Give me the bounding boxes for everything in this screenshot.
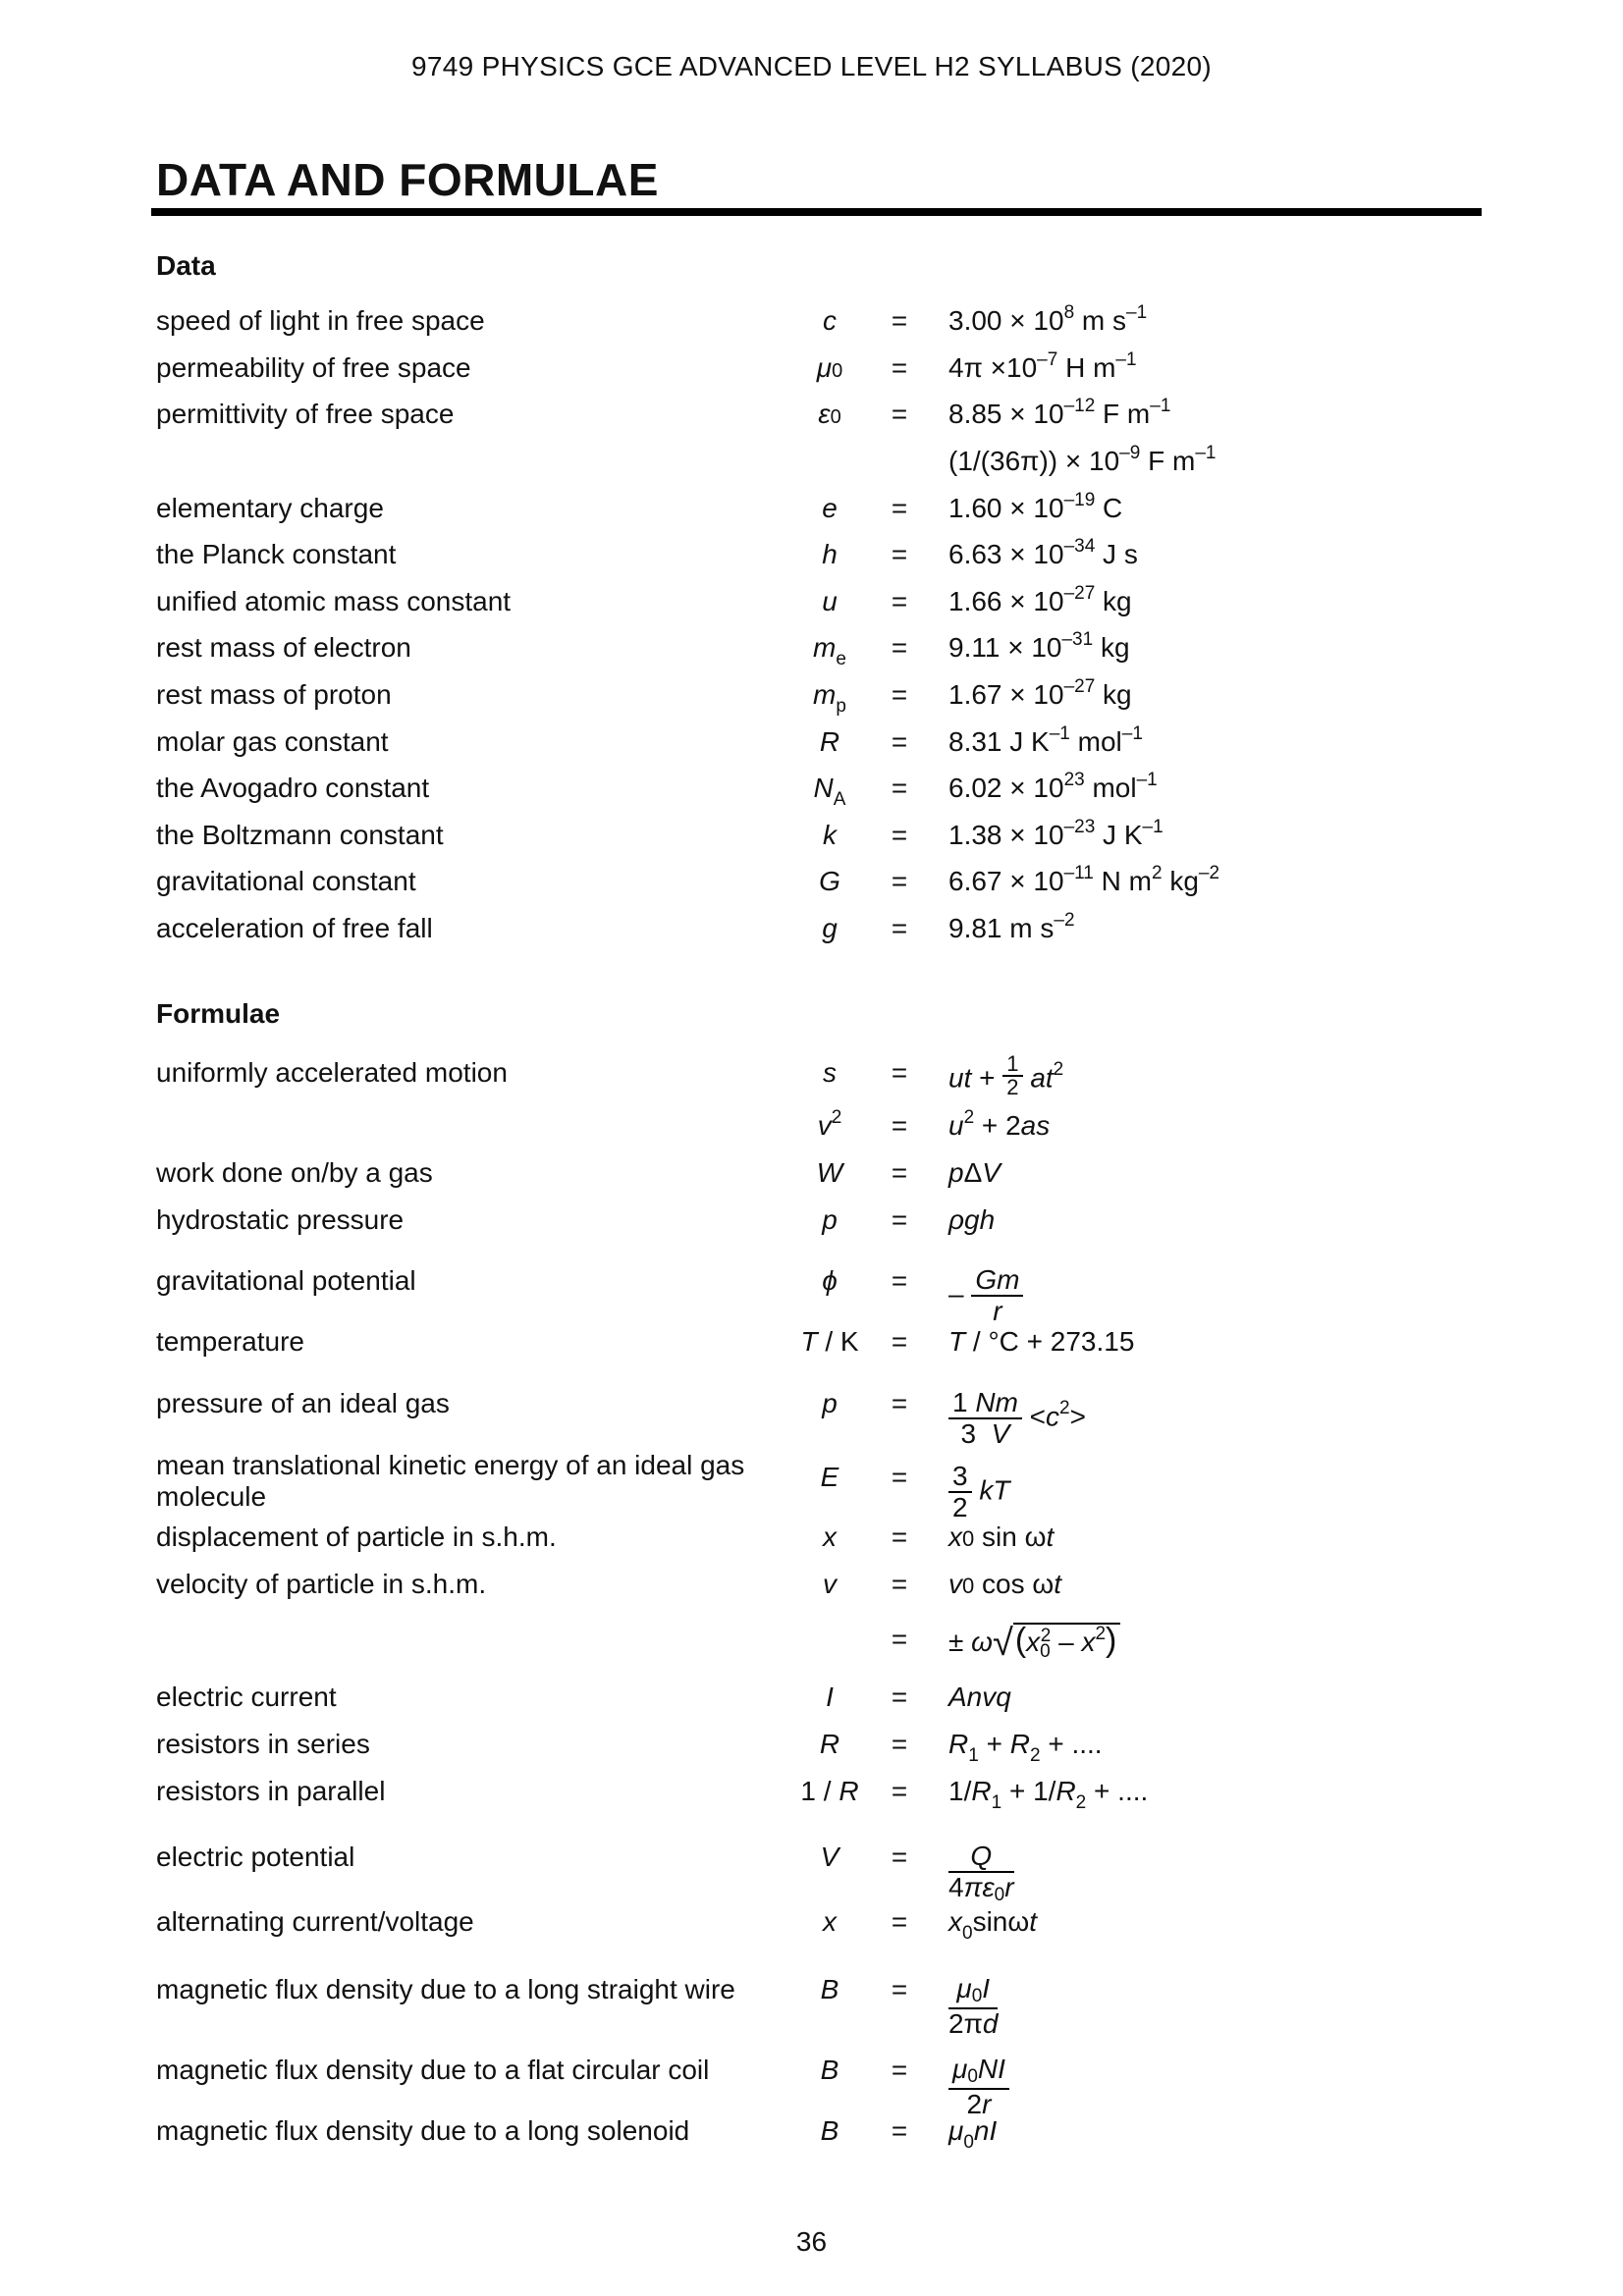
formula-expression: v0 cos ωt: [948, 1569, 1062, 1599]
formula-expression: $\frac{3}{2}$ kT: [948, 1462, 1009, 1522]
formula-symbol: x: [823, 1906, 837, 1937]
equals-sign: =: [891, 2115, 908, 2146]
data-row: [0, 676, 1623, 726]
equals-sign: =: [891, 1682, 908, 1712]
formula-label: hydrostatic pressure: [156, 1204, 405, 1235]
formula-row: [0, 2054, 1623, 2119]
data-heading: Data: [156, 250, 216, 281]
data-symbol: g: [822, 913, 838, 943]
data-row: [0, 583, 1623, 633]
formula-expression: T / °C + 273.15: [948, 1326, 1135, 1357]
data-value: $6.67 \times 10^{-11}$ N $m^2$ $kg^{-2}$: [948, 863, 1220, 896]
formula-symbol: v: [823, 1569, 837, 1599]
data-label: gravitational constant: [156, 866, 416, 896]
formula-label: alternating current/voltage: [156, 1906, 474, 1937]
equals-sign: =: [891, 586, 908, 616]
data-symbol: $m_p$: [813, 679, 846, 717]
data-value: $1.38 \times 10^{-23}$ J $K^{-1}$: [948, 817, 1163, 850]
formula-symbol: B: [820, 2055, 839, 2085]
formula-label: electric current: [156, 1682, 337, 1712]
formula-label: displacement of particle in s.h.m.: [156, 1522, 557, 1552]
formula-symbol: T / K: [800, 1326, 859, 1357]
equals-sign: =: [891, 679, 908, 710]
formula-row: [0, 1569, 1623, 1616]
formula-expression: $u^2 + 2as$: [948, 1107, 1051, 1141]
formula-symbol: p: [822, 1204, 838, 1235]
equals-sign: =: [891, 1265, 908, 1296]
equals-sign: =: [891, 1522, 908, 1552]
equals-sign: =: [891, 1624, 908, 1654]
formula-label: work done on/by a gas: [156, 1157, 433, 1188]
data-row: [0, 443, 1623, 493]
data-label: the Avogadro constant: [156, 773, 430, 803]
data-value: $1.60 \times 10^{-19}$ C: [948, 490, 1123, 523]
formula-symbol: V: [820, 1842, 839, 1872]
data-row: [0, 863, 1623, 913]
formula-symbol: R: [819, 1729, 840, 1759]
data-row: [0, 817, 1623, 867]
data-row: [0, 490, 1623, 540]
formula-row: [0, 1906, 1623, 1953]
formula-label: resistors in parallel: [156, 1776, 386, 1806]
equals-sign: =: [891, 1974, 908, 2004]
formula-expression: pΔV: [948, 1157, 1001, 1188]
formula-row: [0, 1051, 1623, 1104]
data-value: $8.85 \times 10^{-12}$ F $m^{-1}$: [948, 396, 1171, 429]
data-value: 9.81 m $s^{-2}$: [948, 910, 1075, 943]
formula-expression: ut + $\frac{1}{2}$ $at^2$: [948, 1051, 1064, 1099]
equals-sign: =: [891, 399, 908, 429]
data-label: unified atomic mass constant: [156, 586, 512, 616]
equals-sign: =: [891, 913, 908, 943]
data-row: [0, 396, 1623, 446]
formula-label: mean translational kinetic energy of an ideal gas molecule: [156, 1450, 745, 1512]
data-value: $4\pi \times 10^{-7}$ H $m^{-1}$: [948, 349, 1137, 383]
data-label: elementary charge: [156, 493, 384, 523]
data-symbol: G: [819, 866, 840, 896]
formula-row: [0, 1841, 1623, 1905]
formula-label: resistors in series: [156, 1729, 370, 1759]
formula-symbol: ϕ: [822, 1265, 838, 1296]
formula-row: [0, 1107, 1623, 1157]
data-row: [0, 536, 1623, 586]
formula-symbol: E: [820, 1462, 839, 1492]
formula-symbol: B: [820, 1974, 839, 2004]
formula-label: pressure of an ideal gas: [156, 1388, 450, 1418]
page-number: 36: [795, 2226, 828, 2257]
equals-sign: =: [891, 1157, 908, 1188]
data-symbol: R: [819, 726, 840, 757]
data-label: rest mass of electron: [156, 632, 411, 663]
formula-symbol: I: [826, 1682, 834, 1712]
formula-row: [0, 1387, 1623, 1449]
formula-expression: $R_1 + R_2$ + ....: [948, 1729, 1103, 1766]
data-symbol: $N_A$: [813, 773, 846, 810]
equals-sign: =: [891, 539, 908, 569]
formula-symbol: $v^2$: [817, 1107, 842, 1141]
data-label: permeability of free space: [156, 352, 471, 383]
data-label: molar gas constant: [156, 726, 389, 757]
formulae-heading: Formulae: [156, 998, 281, 1029]
data-value: $(1/(36\pi)) \times 10^{-9}$ F $m^{-1}$: [948, 443, 1217, 476]
data-label: rest mass of proton: [156, 679, 392, 710]
formula-label: gravitational potential: [156, 1265, 416, 1296]
data-symbol: k: [823, 820, 837, 850]
formula-expression: $\mu_0nI$: [948, 2115, 998, 2153]
formula-row: [0, 1682, 1623, 1729]
formula-row: [0, 2115, 1623, 2163]
equals-sign: =: [891, 726, 908, 757]
formula-label: electric potential: [156, 1842, 355, 1872]
data-symbol: ε0: [818, 399, 841, 429]
formula-expression: $x_0\sin\omega t$: [948, 1906, 1038, 1944]
equals-sign: =: [891, 1906, 908, 1937]
formula-symbol: 1 / R: [800, 1776, 859, 1806]
formula-expression: $\frac{\mu_0NI}{2r}$: [948, 2055, 1009, 2119]
equals-sign: =: [891, 1842, 908, 1872]
formula-expression: $\frac{\mu_0I}{2\pi d}$: [948, 1973, 999, 2039]
formula-expression: Anvq: [948, 1682, 1011, 1712]
equals-sign: =: [891, 1729, 908, 1759]
equals-sign: =: [891, 1204, 908, 1235]
formula-symbol: p: [822, 1388, 838, 1418]
formula-expression: – $\frac{Gm}{r}$: [948, 1265, 1023, 1326]
formula-expression: $\frac{Q}{4\pi\varepsilon_0r}$: [948, 1841, 1014, 1905]
formula-expression: $1/R_1 + 1/R_2$ + ....: [948, 1776, 1149, 1813]
page-title: DATA AND FORMULAE: [156, 154, 659, 205]
equals-sign: =: [891, 352, 908, 383]
formula-label: velocity of particle in s.h.m.: [156, 1569, 487, 1599]
formula-label: magnetic flux density due to a flat circular coil: [156, 2055, 710, 2085]
formula-row: [0, 1522, 1623, 1569]
equals-sign: =: [891, 2055, 908, 2085]
formula-expression: $\frac{1 Nm}{3 V}$ $<c^2>$: [948, 1388, 1086, 1449]
formula-expression: x0 sin ωt: [948, 1522, 1055, 1552]
equals-sign: =: [891, 1110, 908, 1141]
equals-sign: =: [891, 1057, 908, 1088]
data-row: [0, 349, 1623, 400]
title-rule: [151, 208, 1482, 216]
formula-label: magnetic flux density due to a long solenoid: [156, 2115, 690, 2146]
data-row: [0, 770, 1623, 820]
formula-label: magnetic flux density due to a long straight wire: [156, 1974, 735, 2004]
data-row: [0, 629, 1623, 679]
equals-sign: =: [891, 820, 908, 850]
data-row: [0, 302, 1623, 352]
formula-row: [0, 1624, 1623, 1671]
page-header: 9749 PHYSICS GCE ADVANCED LEVEL H2 SYLLABUS (2020): [411, 51, 1212, 81]
data-value: 8.31 J $K^{-1}$ mol$^{-1}$: [948, 723, 1143, 757]
equals-sign: =: [891, 1462, 908, 1492]
equals-sign: =: [891, 773, 908, 803]
data-symbol: e: [822, 493, 838, 523]
formula-expression: ± $\omega√(x_0^2 - x^2)$: [948, 1624, 1120, 1662]
data-value: $6.02 \times 10^{23}$ mol$^{-1}$: [948, 770, 1158, 803]
formula-row: [0, 1450, 1623, 1522]
data-label: permittivity of free space: [156, 399, 455, 429]
formula-row: [0, 1326, 1623, 1373]
equals-sign: =: [891, 1326, 908, 1357]
equals-sign: =: [891, 305, 908, 336]
formula-expression: ρgh: [948, 1204, 996, 1235]
formula-symbol: B: [820, 2115, 839, 2146]
equals-sign: =: [891, 1776, 908, 1806]
data-label: the Boltzmann constant: [156, 820, 444, 850]
formula-symbol: W: [816, 1157, 843, 1188]
formula-row: [0, 1264, 1623, 1326]
data-symbol: c: [823, 305, 837, 336]
data-symbol: u: [822, 586, 838, 616]
data-row: [0, 723, 1623, 774]
data-value: $1.67 \times 10^{-27}$ kg: [948, 676, 1132, 710]
formula-row: [0, 1973, 1623, 2039]
formula-row: [0, 1157, 1623, 1204]
formula-row: [0, 1204, 1623, 1252]
data-label: acceleration of free fall: [156, 913, 433, 943]
equals-sign: =: [891, 493, 908, 523]
formula-symbol: x: [823, 1522, 837, 1552]
data-symbol: h: [822, 539, 838, 569]
equals-sign: =: [891, 1388, 908, 1418]
formula-row: [0, 1729, 1623, 1776]
data-label: the Planck constant: [156, 539, 397, 569]
equals-sign: =: [891, 866, 908, 896]
data-label: speed of light in free space: [156, 305, 485, 336]
equals-sign: =: [891, 632, 908, 663]
equals-sign: =: [891, 1569, 908, 1599]
formula-row: [0, 1776, 1623, 1823]
formula-label: temperature: [156, 1326, 304, 1357]
formula-symbol: s: [823, 1057, 837, 1088]
data-value: $3.00 \times 10^8$ m $s^{-1}$: [948, 302, 1148, 336]
data-row: [0, 910, 1623, 960]
data-symbol: $m_e$: [813, 632, 846, 669]
data-symbol: μ0: [816, 352, 843, 383]
data-value: $1.66 \times 10^{-27}$ kg: [948, 583, 1132, 616]
data-value: $6.63 \times 10^{-34}$ J s: [948, 536, 1138, 569]
formula-label: uniformly accelerated motion: [156, 1057, 508, 1088]
data-value: $9.11 \times 10^{-31}$ kg: [948, 629, 1130, 663]
